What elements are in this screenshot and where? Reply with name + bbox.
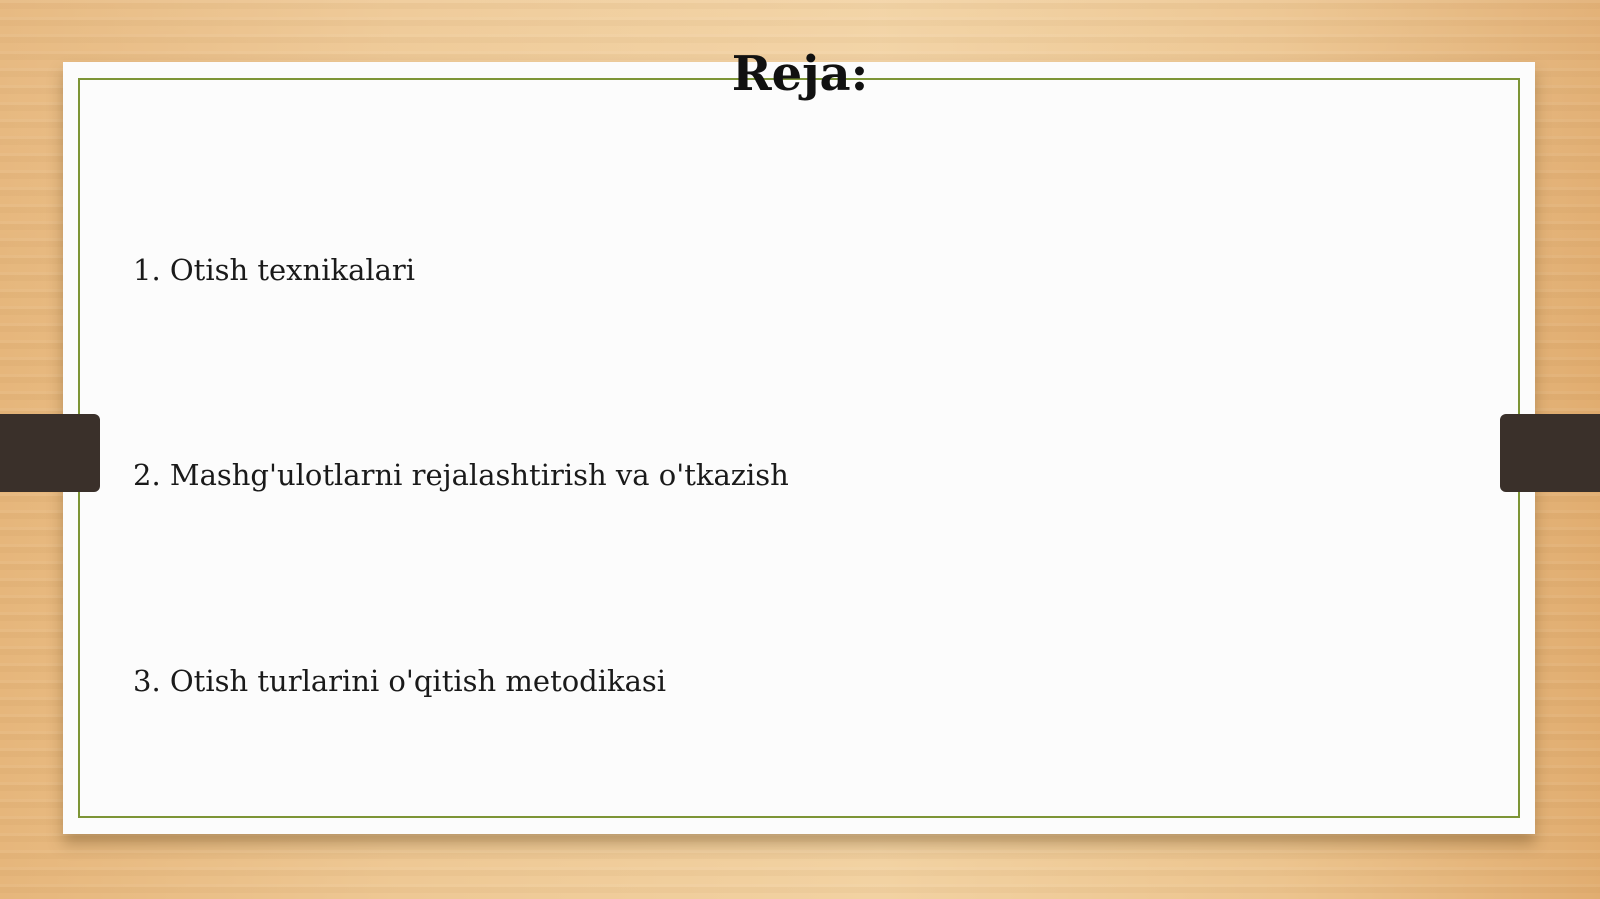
plan-item-3: 3. Otish turlarini o'qitish metodikasi: [133, 664, 667, 698]
slide-title: Reja:: [731, 46, 869, 102]
right-side-tab: [1500, 414, 1600, 492]
slide-frame-border: [78, 78, 1520, 818]
plan-item-2: 2. Mashg'ulotlarni rejalashtirish va o'tkazish: [133, 458, 789, 492]
left-side-tab: [0, 414, 100, 492]
slide-card: [63, 62, 1535, 834]
plan-item-1: 1. Otish texnikalari: [133, 253, 416, 287]
